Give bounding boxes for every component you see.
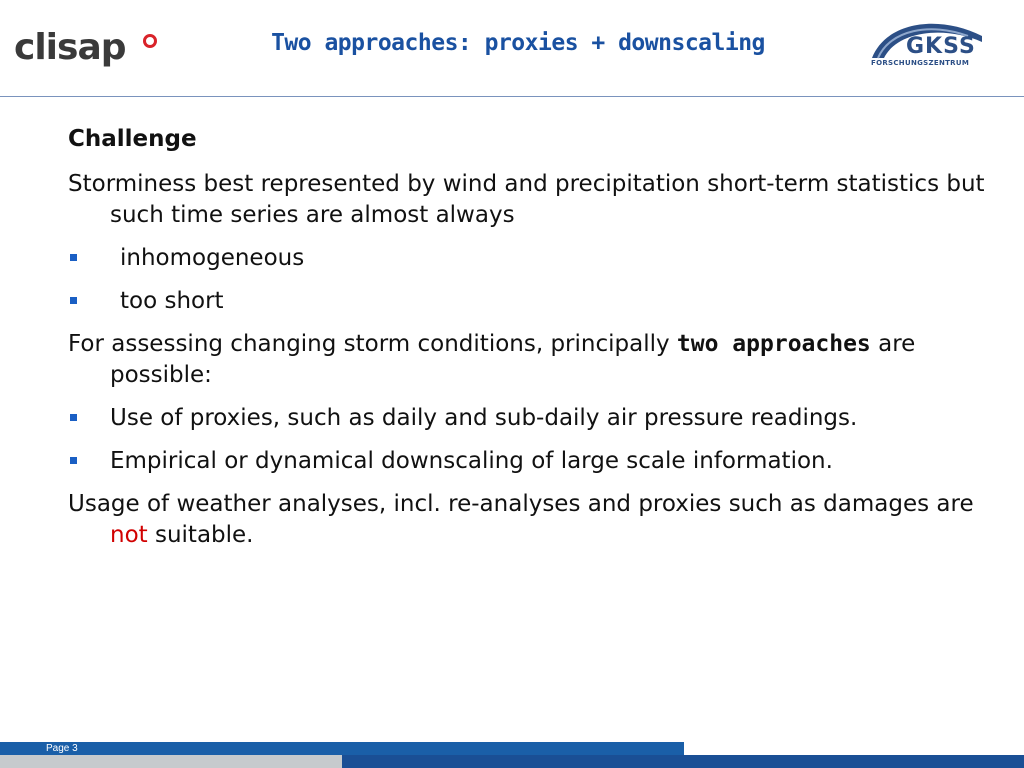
bullet-square-icon — [70, 457, 77, 464]
paragraph-storminess: Storminess best represented by wind and precipitation short-term statistics but such time series are almost always — [68, 171, 985, 228]
list-item — [68, 286, 988, 317]
bullet-square-icon — [70, 297, 77, 304]
gkss-logo-name: GKSS — [906, 34, 976, 59]
footer-bar-grey — [0, 755, 342, 768]
paragraph-text: For assessing changing storm conditions, principally — [68, 331, 677, 357]
paragraph-approaches — [68, 329, 988, 391]
list-item — [68, 446, 988, 477]
gkss-logo — [868, 14, 988, 74]
paragraph-text: are possible: — [110, 331, 916, 388]
emphasis-red: not — [110, 522, 148, 548]
bullet-text: Use of proxies, such as daily and sub-daily air pressure readings. — [110, 405, 858, 431]
page-number: Page 3 — [46, 743, 78, 754]
gkss-logo-subtitle: FORSCHUNGSZENTRUM — [871, 59, 970, 67]
paragraph-usage — [68, 489, 988, 551]
list-item — [68, 403, 988, 434]
bullet-text: inhomogeneous — [120, 245, 305, 271]
footer-bar-blue — [342, 755, 1024, 768]
list-item — [68, 243, 988, 274]
slide-body — [68, 124, 988, 563]
bullet-square-icon — [70, 414, 77, 421]
emphasis-bold: two approaches — [676, 331, 871, 357]
bullet-text: too short — [120, 288, 224, 314]
paragraph-text: Usage of weather analyses, incl. re-analyses and proxies such as damages are — [68, 491, 974, 517]
slide-title: Two approaches: proxies + downscaling — [271, 30, 765, 56]
header-divider — [0, 96, 1024, 97]
clisap-logo-text: clisap — [14, 27, 126, 68]
footer-bar-top — [0, 742, 684, 755]
paragraph-text: suitable. — [147, 522, 254, 548]
section-heading: Challenge — [68, 126, 197, 152]
bullet-text: Empirical or dynamical downscaling of large scale information. — [110, 448, 833, 474]
slide-header — [0, 0, 1024, 96]
bullet-square-icon — [70, 254, 77, 261]
